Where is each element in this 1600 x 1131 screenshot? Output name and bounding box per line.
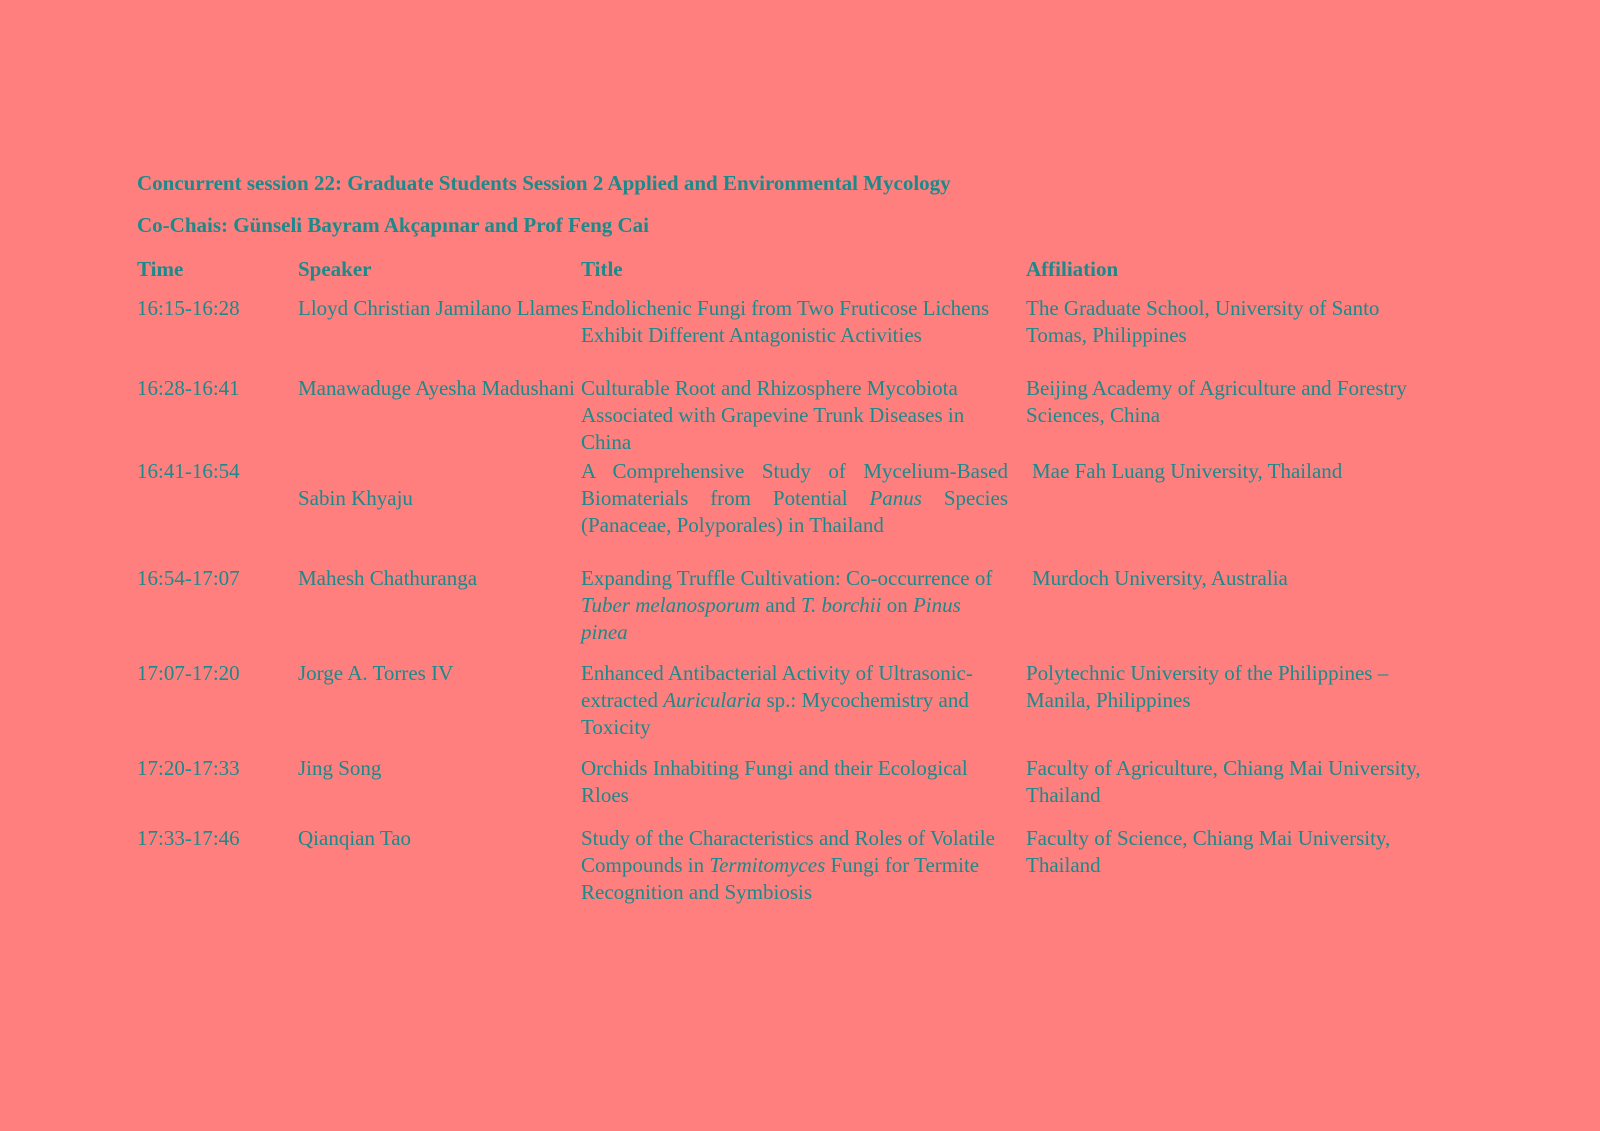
session-chairs: Co-Chais: Günseli Bayram Akçapınar and Prof Feng Cai xyxy=(137,213,650,237)
table-header-row xyxy=(137,256,1437,295)
affiliation-cell: Mae Fah Luang University, Thailand xyxy=(1032,459,1343,483)
title-text: A Comprehensive Study of Mycelium-Based Biomaterials from Potential xyxy=(581,459,1008,510)
speaker-cell: Lloyd Christian Jamilano Llames xyxy=(298,296,579,320)
speaker-cell: Qianqian Tao xyxy=(298,826,412,850)
title-italic: Termitomyces xyxy=(709,853,826,877)
table-row xyxy=(137,755,1437,825)
column-header-time: Time xyxy=(137,257,184,281)
affiliation-cell: Beijing Academy of Agriculture and Forestry Sciences, China xyxy=(1026,376,1407,427)
title-text: Enhanced Antibacterial Activity of Ultrasonic-extracted xyxy=(581,661,973,712)
time-cell: 16:15-16:28 xyxy=(137,296,240,320)
time-cell: 17:33-17:46 xyxy=(137,826,240,850)
speaker-cell: Manawaduge Ayesha Madushani xyxy=(298,376,575,400)
title-italic: Pinus pinea xyxy=(581,593,961,644)
table-row xyxy=(137,660,1437,755)
title-cell xyxy=(581,458,1026,565)
column-header-speaker: Speaker xyxy=(298,257,372,281)
affiliation-cell: Faculty of Science, Chiang Mai University, Thailand xyxy=(1026,826,1391,877)
title-text: Fungi for Termite Recognition and Symbiosis xyxy=(581,853,980,904)
title-text: Expanding Truffle Cultivation: Co-occurrence of xyxy=(581,566,993,590)
time-cell: 16:28-16:41 xyxy=(137,376,240,400)
title-cell: Endolichenic Fungi from Two Fruticose Lichens Exhibit Different Antagonistic Activities xyxy=(581,296,990,347)
title-italic: Panus xyxy=(869,486,922,510)
title-text: sp.: Mycochemistry and Toxicity xyxy=(581,688,969,739)
time-cell: 17:07-17:20 xyxy=(137,661,240,685)
speaker-cell: Jorge A. Torres IV xyxy=(298,661,454,685)
title-italic: Auricularia xyxy=(663,688,762,712)
affiliation-cell: Faculty of Agriculture, Chiang Mai University, Thailand xyxy=(1026,756,1421,807)
affiliation-cell: The Graduate School, University of Santo Tomas, Philippines xyxy=(1026,296,1380,347)
table-row xyxy=(137,458,1437,565)
time-cell: 16:54-17:07 xyxy=(137,566,240,590)
table-row xyxy=(137,295,1437,375)
speaker-cell: Jing Song xyxy=(298,756,382,780)
title-cell xyxy=(581,565,1026,660)
title-cell xyxy=(581,825,1026,906)
speaker-name: Sabin Khyaju xyxy=(298,486,413,510)
title-text: on xyxy=(881,593,913,617)
table-row xyxy=(137,825,1437,906)
affiliation-cell: Polytechnic University of the Philippines – Manila, Philippines xyxy=(1026,661,1389,712)
speaker-cell xyxy=(298,458,581,565)
table-row xyxy=(137,565,1437,660)
affiliation-cell: Murdoch University, Australia xyxy=(1032,566,1288,590)
time-cell: 17:20-17:33 xyxy=(137,756,240,780)
title-cell: Orchids Inhabiting Fungi and their Ecological Rloes xyxy=(581,756,968,807)
title-text: Species (Panaceae, Polyporales) in Thailand xyxy=(581,486,1008,537)
title-cell: Culturable Root and Rhizosphere Mycobiota Associated with Grapevine Trunk Diseases in China xyxy=(581,376,965,454)
title-cell xyxy=(581,660,1026,755)
speaker-cell: Mahesh Chathuranga xyxy=(298,566,478,590)
title-italic: T. borchii xyxy=(800,593,882,617)
session-title: Concurrent session 22: Graduate Students Session 2 Applied and Environmental Mycology xyxy=(137,171,951,195)
time-cell: 16:41-16:54 xyxy=(137,459,240,483)
title-text: Study of the Characteristics and Roles of Volatile Compounds in xyxy=(581,826,995,877)
schedule-table xyxy=(137,256,1437,906)
title-text: and xyxy=(760,593,801,617)
program-page xyxy=(137,170,1437,906)
table-row xyxy=(137,375,1437,458)
column-header-title: Title xyxy=(581,257,623,281)
title-italic: Tuber melanosporum xyxy=(581,593,761,617)
column-header-affiliation: Affiliation xyxy=(1026,257,1119,281)
